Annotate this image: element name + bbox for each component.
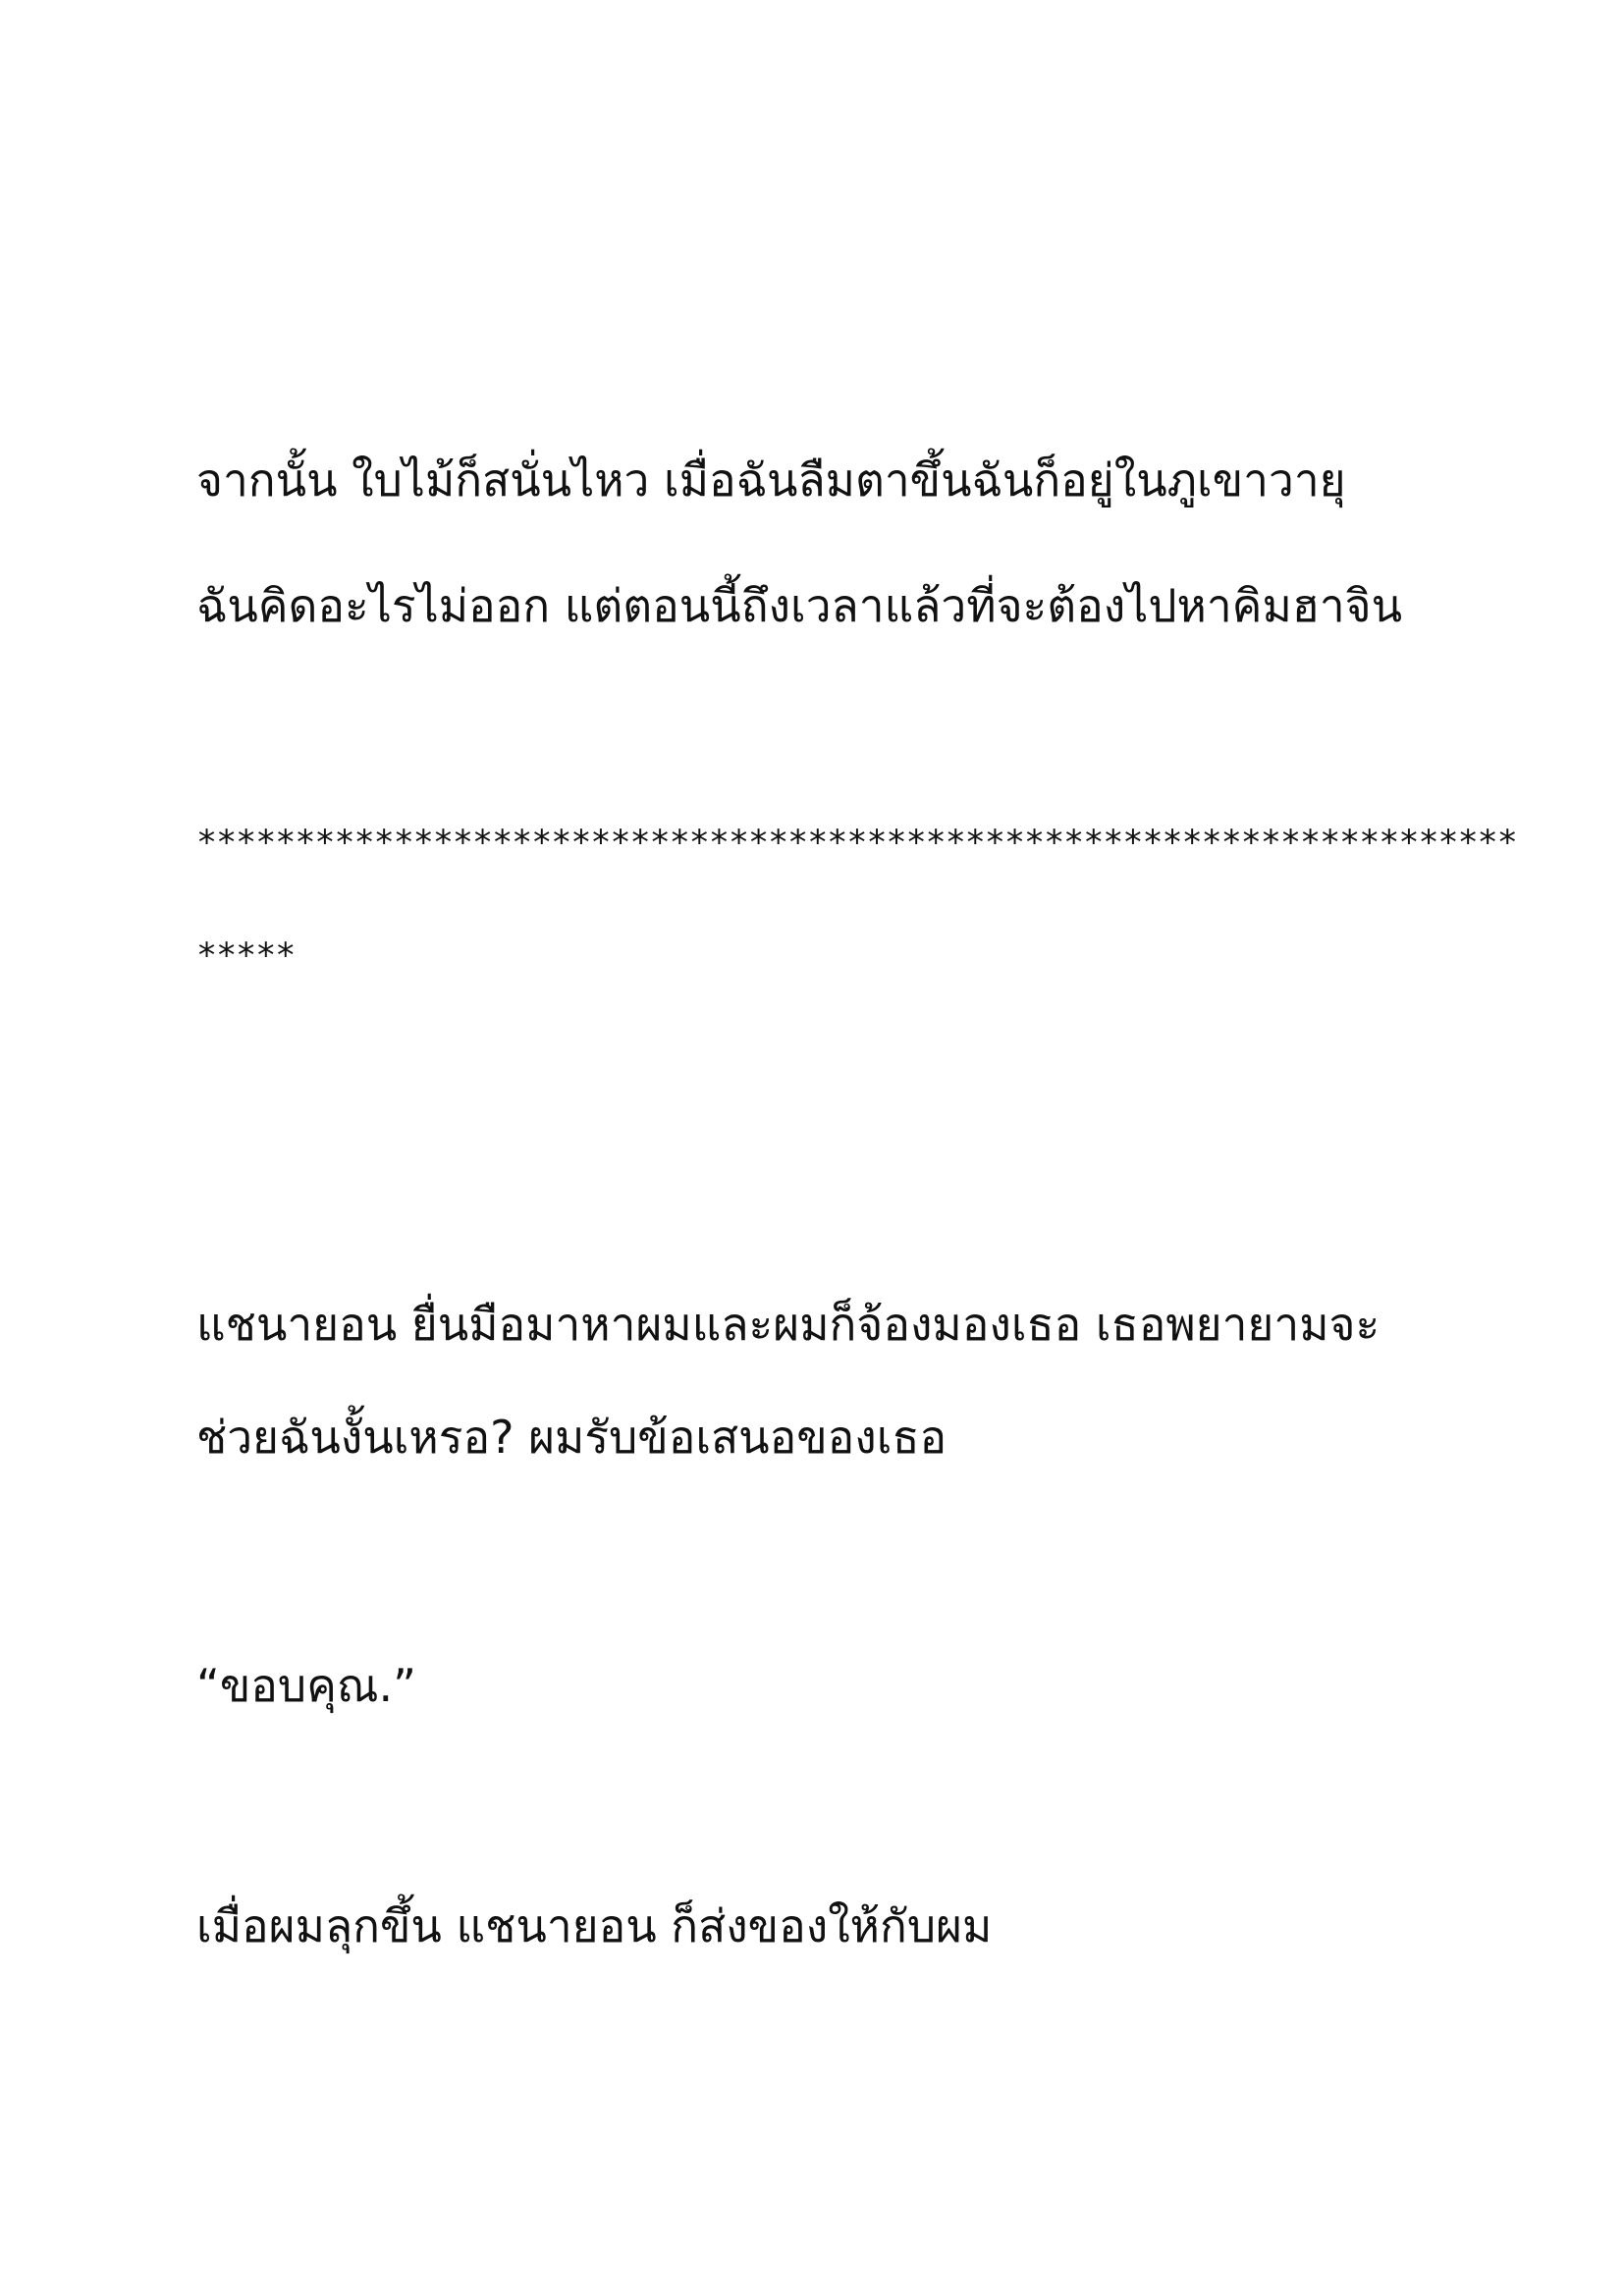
paragraph-line: แชนายอน ยื่นมือมาหาผมและผมก็จ้องมองเธอ เธอพยายามจะ: [196, 1298, 1380, 1351]
separator-line: *******************************************************************: [196, 824, 1517, 863]
paragraph-line: เมื่อผมลุกขึ้น แชนายอน ก็ส่งของให้กับผม: [196, 1899, 993, 1952]
paragraph-line: จากนั้น ใบไม้ก็สนั่นไหว เมื่อฉันลืมตาขึ้นฉันก็อยู่ในภูเขาวายุ: [196, 454, 1346, 507]
paragraph-line: ฉันคิดอะไรไม่ออก แต่ตอนนี้ถึงเวลาแล้วที่จะต้องไปหาคิมฮาจิน: [196, 579, 1403, 632]
dialogue-line: “ขอบคุณ.”: [196, 1659, 417, 1712]
paragraph-line: ช่วยฉันงั้นเหรอ? ผมรับข้อเสนอของเธอ: [196, 1411, 947, 1464]
separator-line: *****: [196, 936, 296, 976]
